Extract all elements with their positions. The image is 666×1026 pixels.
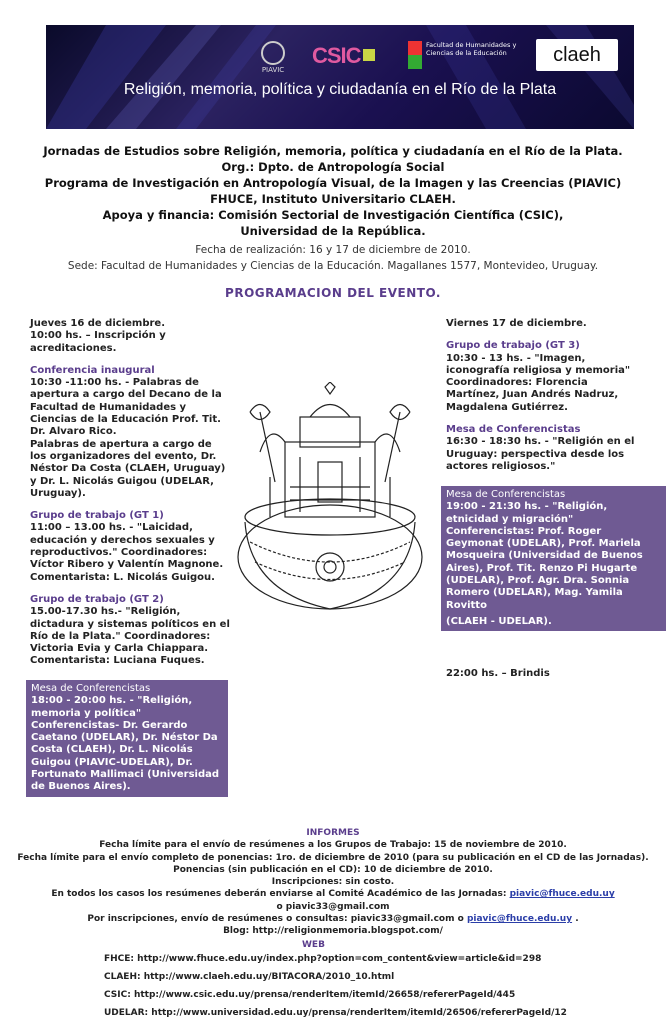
blog-line: Blog: http://religionmemoria.blogspot.com/	[223, 926, 443, 937]
day1-conf-title: Conferencia inaugural	[30, 364, 155, 376]
informes-line: En todos los casos los resúmenes deberán enviarse al Comité Académico de las Jornadas: piavic@fhuce.edu.uy	[51, 889, 615, 900]
gt3-title: Grupo de trabajo (GT 3)	[446, 340, 580, 352]
intro-line: Org.: Dpto. de Antropología Social	[221, 160, 445, 174]
day1-date: Jueves 16 de diciembre.	[30, 318, 165, 329]
informes-line: Fecha límite para el envío completo de ponencias: 1ro. de diciembre de 2010 (para su publicación en el CD de las Jornadas).	[17, 852, 649, 863]
informes-line: Inscripciones: sin costo.	[271, 877, 395, 888]
intro-line: Universidad de la República.	[240, 224, 426, 238]
day1-mesa-text: 18:00 - 20:00 hs. - "Religión, memoria y política" Conferencistas- Dr. Gerardo Caetano (UDELAR), Dr. Néstor Da Costa (CLAEH), Dr. L. Nicolás Guigou (PIAVIC-UDELAR), Dr. Fortunato Mallimaci (Universidad de Buenos Aires).	[31, 695, 220, 793]
event-meta	[0, 242, 666, 274]
piavic-logo: PIAVIC	[251, 41, 295, 73]
web-link-fhce[interactable]: FHCE: http://www.fhuce.edu.uy/index.php?option=com_content&view=article&id=298	[104, 954, 542, 964]
program-title: PROGRAMACION DEL EVENTO.	[225, 286, 441, 300]
gt3-text: 10:30 - 13 hs. - "Imagen, iconografía religiosa y memoria" Coordinadores: Florencia Martínez, Juan Andrés Nadruz, Magdalena Gutiérrez.	[446, 352, 631, 413]
csic-logo: CSIC	[312, 43, 375, 69]
brindis-text: 22:00 hs. – Brindis	[446, 668, 550, 679]
day2-mesa2-title: Mesa de Conferencistas	[446, 489, 566, 500]
informes-block	[0, 827, 666, 938]
day1-conf-text2: Palabras de apertura a cargo de los organizadores del evento, Dr. Néstor Da Costa (CLAEH, Uruguay) y Dr. L. Nicolás Guigou (UDELAR, Uruguay).	[30, 438, 226, 499]
informes-line: Ponencias (sin publicación en el CD): 10 de diciembre de 2010.	[173, 864, 493, 875]
day1-conf-text: 10:30 -11:00 hs. - Palabras de apertura a cargo del Decano de la Facultad de Humanidades y Ciencias de la Educación Prof. Tit. Dr. Alvaro Rico.	[30, 377, 222, 438]
day2-mesa2-text: 19:00 - 21:30 hs. - "Religión, etnicidad y migración" Conferencistas: Prof. Roger Geymonat (UDELAR), Prof. Mariela Mosqueira (Universidad de Buenos Aires), Prof. Tit. Renzo Pi Hugarte (UDELAR), Prof. Agr. Dra. Sonnia Romero (UDELAR), Mag. Yamila Rovitto	[446, 501, 643, 611]
informes-line: Fecha límite para el envío de resúmenes a los Grupos de Trabajo: 15 de noviembre de 2010.	[99, 840, 567, 851]
day2-date: Viernes 17 de diciembre.	[446, 318, 587, 329]
day2-mesa2-box	[441, 486, 666, 631]
gt1-title: Grupo de trabajo (GT 1)	[30, 510, 164, 522]
day2-mesa1-text: 16:30 - 18:30 hs. - "Religión en el Uruguay: perspectiva desde los actores religiosos."	[446, 436, 635, 472]
banner-title: Religión, memoria, política y ciudadanía en el Río de la Plata	[123, 81, 557, 98]
intro-block	[0, 143, 666, 239]
day1-registration: 10:00 hs. – Inscripción y acreditaciones.	[30, 330, 166, 354]
day2-mesa1-title: Mesa de Conferencistas	[446, 424, 581, 436]
gt2-title: Grupo de trabajo (GT 2)	[30, 593, 164, 605]
web-link-csic[interactable]: CSIC: http://www.csic.edu.uy/prensa/renderItem/itemId/26658/refererPageId/445	[104, 990, 516, 1000]
intro-line: Apoya y financia: Comisión Sectorial de Investigación Científica (CSIC),	[102, 208, 564, 222]
web-link-claeh[interactable]: CLAEH: http://www.claeh.edu.uy/BITACORA/2010_10.html	[104, 972, 395, 982]
informes-title: INFORMES	[306, 828, 360, 838]
event-date: Fecha de realización: 16 y 17 de diciembre de 2010.	[195, 244, 471, 256]
intro-line: Jornadas de Estudios sobre Religión, memoria, política y ciudadanía en el Río de la Plata.	[43, 144, 623, 158]
brindis	[446, 668, 636, 680]
web-block	[104, 940, 664, 1026]
intro-line: Programa de Investigación en Antropología Visual, de la Imagen y las Creencias (PIAVIC)	[44, 176, 622, 190]
event-venue: Sede: Facultad de Humanidades y Ciencias de la Educación. Magallanes 1577, Montevideo, Uruguay.	[67, 260, 599, 272]
day1-mesa-title: Mesa de Conferencistas	[31, 683, 151, 694]
web-link-udelar[interactable]: UDELAR: http://www.universidad.edu.uy/prensa/renderItem/itemId/26506/refererPageId/12	[104, 1008, 567, 1018]
claeh-logo: claeh	[536, 39, 618, 71]
intro-line: FHUCE, Instituto Universitario CLAEH.	[210, 192, 456, 206]
day2-mesa2-tail: (CLAEH - UDELAR).	[446, 615, 552, 627]
day1-mesa-box	[26, 680, 228, 797]
day2-column	[446, 318, 636, 473]
gt1-text: 11:00 – 13.00 hs. - "Laicidad, educación y derechos sexuales y reproductivos." Coordinadores: Víctor Ribero y Valentín Magnone. Comentarista: L. Nicolás Guigou.	[30, 522, 224, 583]
email-link[interactable]: piavic@fhuce.edu.uy	[466, 914, 573, 925]
email-link[interactable]: piavic@fhuce.edu.uy	[509, 889, 615, 900]
day1-column	[30, 318, 230, 668]
illustration	[230, 382, 430, 617]
gt2-text: 15.00-17.30 hs.- "Religión, dictadura y sistemas políticos en el Río de la Plata." Coordinadores: Victoria Evia y Carla Chiappara. Comentarista: Luciana Fuques.	[30, 606, 230, 667]
web-title: WEB	[302, 940, 325, 950]
header-banner	[46, 25, 634, 129]
fhce-logo: Facultad de Humanidades y Ciencias de la Educación	[408, 41, 528, 57]
informes-line: o piavic33@gmail.com	[276, 901, 390, 912]
informes-line: Por inscripciones, envío de resúmenes o consultas: piavic33@gmail.com o piavic@fhuce.edu.uy .	[87, 914, 579, 925]
